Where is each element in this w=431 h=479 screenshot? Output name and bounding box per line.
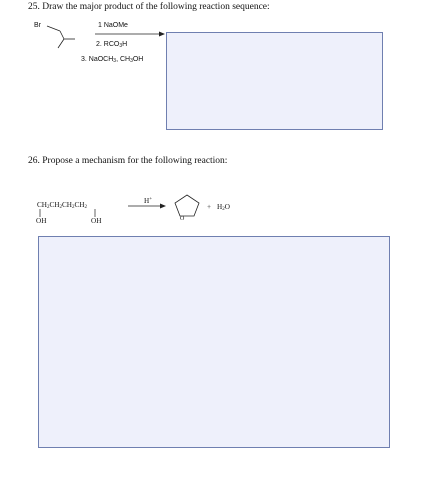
acid-catalyst: H+ bbox=[144, 197, 153, 205]
reagent-step-1: 1 NaOMe bbox=[98, 22, 128, 29]
skeletal-chain bbox=[34, 22, 89, 56]
plus-sign: + bbox=[207, 203, 212, 211]
reagent-step-2: 2. $RCO_3H$ bbox=[96, 41, 128, 49]
answer-box-26[interactable] bbox=[38, 236, 390, 448]
question-26-title: 26. Propose a mechanism for the following reaction: bbox=[28, 156, 228, 166]
reaction-arrow-26 bbox=[128, 203, 166, 209]
hydroxyl-left: OH bbox=[36, 217, 47, 225]
reaction-arrow-25 bbox=[95, 31, 165, 37]
alkyl-bromide-structure bbox=[34, 22, 89, 56]
reagent-step-3: 3. NaOCH$_3$, $CH_3OH$ bbox=[81, 56, 144, 64]
reactant-formula: $CH_2CH_2CH_2CH_2$ bbox=[37, 201, 87, 210]
question-25-title: 25. Draw the major product of the following reaction sequence: bbox=[28, 2, 270, 12]
hydroxyl-right: OH bbox=[91, 217, 102, 225]
ring-oxygen-label: O bbox=[180, 216, 185, 222]
bromine-label: Br bbox=[34, 22, 41, 29]
water-byproduct: $H_2O$ bbox=[217, 203, 230, 212]
answer-box-25[interactable] bbox=[166, 32, 383, 130]
tetrahydrofuran-ring bbox=[170, 192, 204, 222]
